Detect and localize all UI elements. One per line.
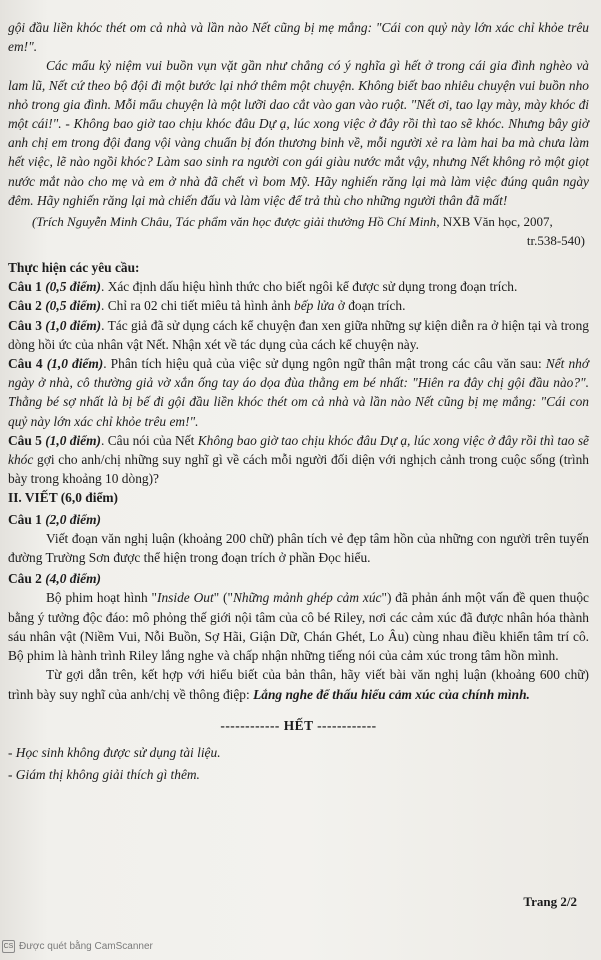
writing-question-2-prompt: Bộ phim hoạt hình "Inside Out" ("Những mảnh ghép cảm xúc") đã phản ánh một vấn đề quen thuộc bằng ý tưởng độc đáo: mô phỏng thế giới nội tâm của cô bé Riley, nơi các cảm xúc đã được nhân hóa thành sáu nhân vật (Niềm Vui, Nỗi Buồn, Sợ Hãi, Giận Dữ, Chán Ghét, Lo Âu) cùng nhau điều khiển tâm trí cô. Bộ phim là hành trình Riley lắng nghe và chấp nhận những tiếng nói của cảm xúc trong tâm hồn mình. xyxy=(8,590,590,664)
passage-source-pages: tr.538-540) xyxy=(526,233,585,249)
note-no-explanation: - Giám thị không giải thích gì thêm. xyxy=(8,766,200,782)
scanner-text: Được quét bằng CamScanner xyxy=(19,941,153,952)
requirements-section xyxy=(8,258,589,488)
question-4: Câu 4 (1,0 điểm). Phân tích hiệu quả của việc sử dụng ngôn ngữ thân mật trong các câu văn sau: Nết nhớ ngày ở nhà, cô thường giả vờ xắn ống tay áo dọa đùa thằng em bé nhất: "Hiên ra đây chị gội đầu nào?". Thằng bé sợ nhất là bị bế đi gội đầu liền khóc thét om cả nhà và lần nào Nết cũng bị mẹ mắng: "Cái con quỷ này lớn xác chỉ khỏe trêu em!". xyxy=(8,356,590,429)
question-1: Câu 1 (0,5 điểm). Xác định dấu hiệu hình thức cho biết ngôi kể được sử dụng trong đoạn trích. xyxy=(8,279,518,295)
writing-question-1-text: Viết đoạn văn nghị luận (khoảng 200 chữ) phân tích vẻ đẹp tâm hồn của những con người trên tuyến đường Trường Sơn được thể hiện trong đoạn trích ở phần Đọc hiểu. xyxy=(8,530,589,566)
question-3: Câu 3 (1,0 điểm). Tác giả đã sử dụng cách kể chuyện đan xen giữa những sự kiện diễn ra ở hiện tại và trong dòng hồi ức của nhân vật Nết. Nhận xét về tác dụng của cách kể chuyện này. xyxy=(8,317,590,352)
writing-heading: II. VIẾT (6,0 điểm) xyxy=(8,490,118,506)
writing-question-2-task: Từ gợi dẫn trên, kết hợp với hiểu biết của bản thân, hãy viết bài văn nghị luận (khoảng 600 chữ) trình bày suy nghĩ của anh/chị về thông điệp: Lắng nghe để thấu hiểu cảm xúc của chính mình. xyxy=(8,667,589,702)
passage-source: (Trích Nguyễn Minh Châu, Tác phẩm văn học được giải thưởng Hồ Chí Minh, NXB Văn học, 2007, xyxy=(32,214,553,230)
writing-section xyxy=(8,488,589,703)
writing-question-1-title: Câu 1 (2,0 điểm) xyxy=(8,511,101,527)
passage-paragraph: Các mẩu kỷ niệm vui buồn vụn vặt gần như chẳng có ý nghĩa gì hết ở trong cái gia đình nghèo và lam lũ, Nết cứ theo bộ đội đi một bước lại nhớ thêm một chuyện. Không biết bao nhiêu chuyện vui buồn nho nhỏ trong gia đình. Mỗi mẩu chuyện là một lưỡi dao cắt vào gan vào ruột. "Nết ơi, tao lạy mày, mày khóc đi một cái!". - Không bao giờ tao chịu khóc đâu Dự ạ, lúc xong việc ở đây rồi thì tao sẽ khóc. Nhưng bây giờ anh chị em trong đội đang vội vàng chuẩn bị đón thương binh về, mỗi người xẻ ra làm hai ba mà chưa làm hết việc, lẽ nào ngồi khóc? Làm sao sinh ra người con gái giàu nước mắt vậy, nhưng Nết không rỏ một giọt nước mắt nào cho mẹ và em ở nhà đã chết vì bom Mỹ. Hãy nghiến răng lại mà làm việc đúng quân ngày đêm. Hãy nghiến răng lại mà chiến đấu và làm việc để trả thù cho những người thân đã mất! xyxy=(8,58,589,208)
page-number: Trang 2/2 xyxy=(523,894,577,909)
passage-continuation: gội đầu liền khóc thét om cả nhà và lần nào Nết cũng bị mẹ mắng: "Cái con quỷ này lớn xác chỉ khỏe trêu em!". xyxy=(8,20,589,55)
camscanner-icon: CS xyxy=(2,940,15,953)
scanner-watermark xyxy=(2,940,153,953)
question-5: Câu 5 (1,0 điểm). Câu nói của Nết Không bao giờ tao chịu khóc đâu Dự ạ, lúc xong việc ở đây rồi thì tao sẽ khóc gợi cho anh/chị những suy nghĩ gì về cách mỗi người đối diện với nghịch cảnh trong cuộc sống (trình bày trong khoảng 10 dòng)? xyxy=(8,432,589,487)
note-no-materials: - Học sinh không được sử dụng tài liệu. xyxy=(8,744,221,760)
writing-question-2-title: Câu 2 (4,0 điểm) xyxy=(8,571,101,587)
question-2: Câu 2 (0,5 điểm). Chỉ ra 02 chi tiết miêu tả hình ảnh bếp lửa ở đoạn trích. xyxy=(8,298,406,314)
requirements-heading: Thực hiện các yêu cầu: xyxy=(8,260,140,276)
end-mark: ------------ HẾT ------------ xyxy=(220,717,377,733)
